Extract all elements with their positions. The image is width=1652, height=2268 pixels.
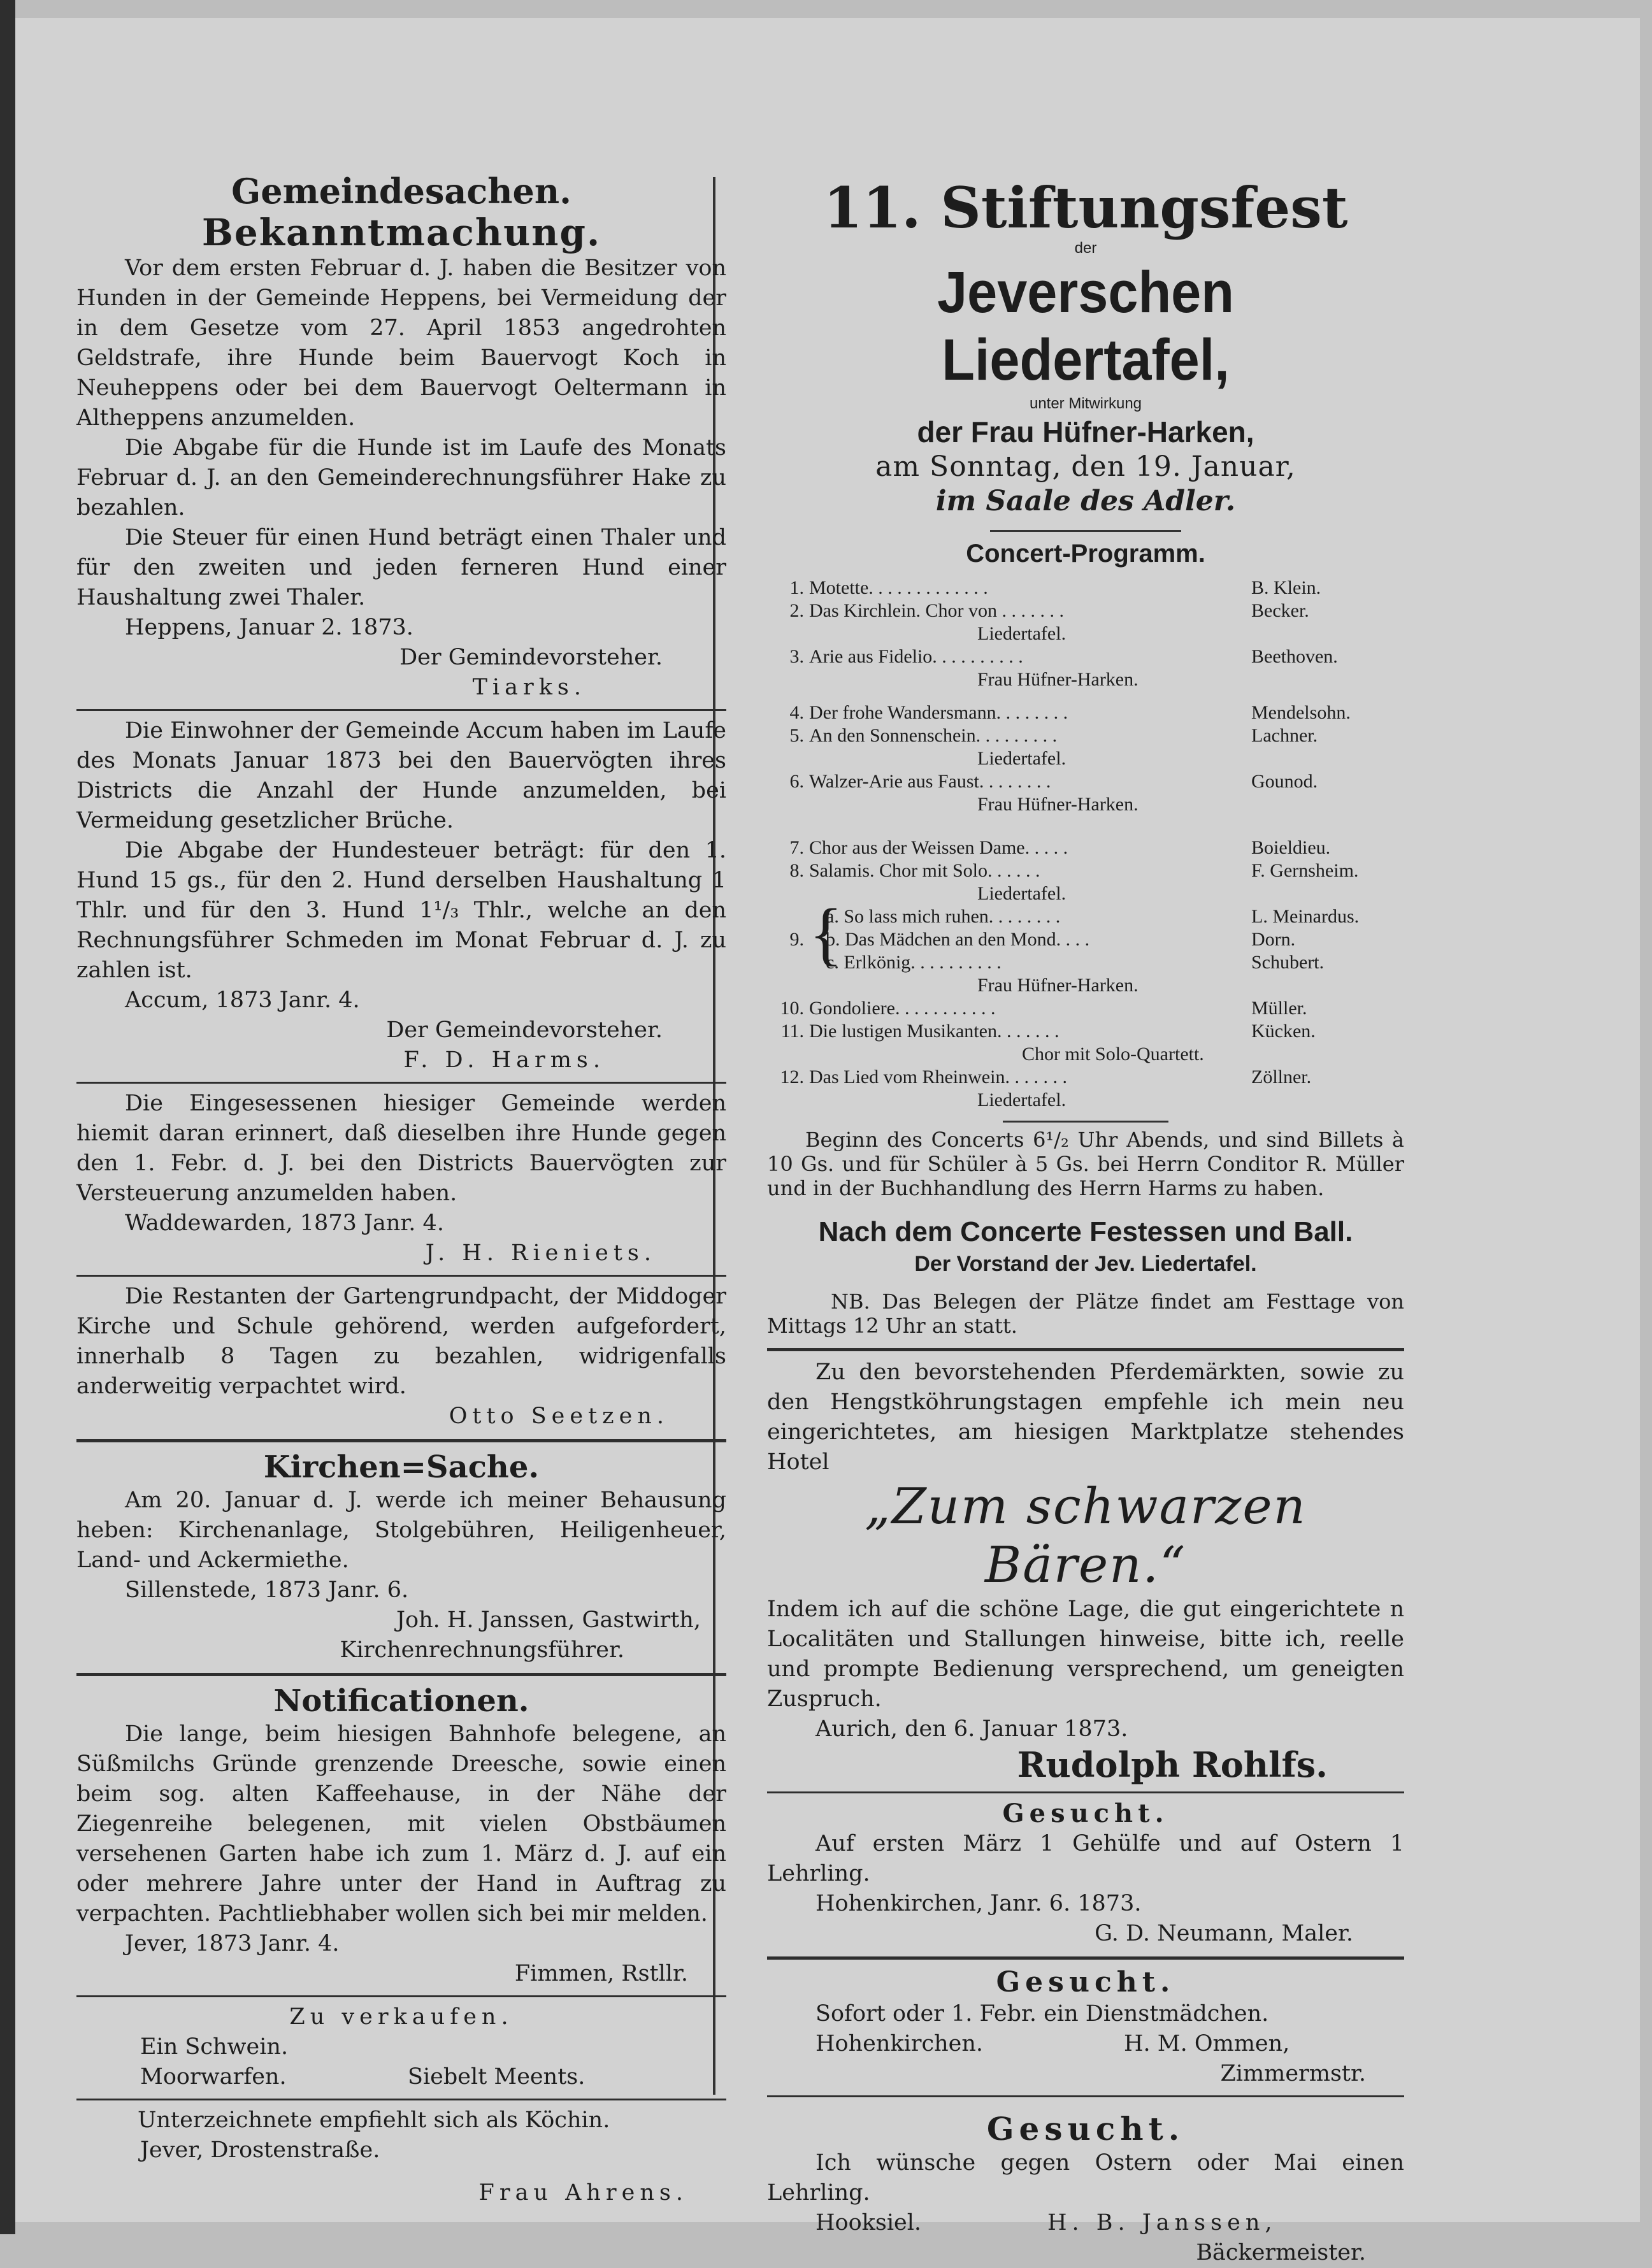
program-item: 11. Die lustigen Musikanten. . . . . . . Kücken.	[780, 1021, 1316, 1042]
ad-schwarzer-baer	[767, 1358, 1404, 1785]
notice-line: Unterzeichnete empfiehlt sich als Köchin.	[138, 2107, 610, 2133]
notice-signature: Otto Seetzen.	[449, 1403, 669, 1429]
ad-title: Jeverschen Liedertafel,	[937, 260, 1234, 392]
divider	[76, 1995, 726, 1997]
notice-paragraph: Die Steuer für einen Hund beträgt einen Thaler und für den zweiten und jeden ferneren Hund einer Haushaltung zwei Thaler.	[76, 525, 726, 610]
program-item: 12. Das Lied vom Rheinwein. . . . . . . Zöllner.	[780, 1066, 1312, 1087]
binding-edge	[0, 0, 15, 2234]
ad-place: Hohenkirchen.	[815, 2031, 984, 2056]
notice-place: Jever, Drostenstraße.	[140, 2137, 380, 2163]
concert-program	[767, 577, 1404, 1112]
ad-heading: Gesucht.	[1002, 1798, 1169, 1828]
ad-signature: Rudolph Rohlfs.	[1017, 1744, 1328, 1785]
divider	[76, 1275, 726, 1277]
ad-signature-title: Bäckermeister.	[1196, 2240, 1366, 2265]
notice-heading: Kirchen=Sache.	[263, 1449, 540, 1485]
divider	[767, 1348, 1404, 1351]
ad-signature: Der Vorstand der Jev. Liedertafel.	[914, 1252, 1257, 1276]
notice-waddewarden	[76, 1089, 726, 1268]
notice-signature: Siebelt Meents.	[408, 2064, 585, 2090]
ad-paragraph: Auf ersten März 1 Gehülfe und auf Ostern 1 Lehrling.	[767, 1831, 1404, 1886]
divider	[767, 1791, 1404, 1793]
program-subitem: a. So lass mich ruhen. . . . . . . . L. Meinardus.	[826, 906, 1360, 927]
notice-heading: Zu verkaufen.	[289, 2004, 514, 2030]
program-item: 10. Gondoliere. . . . . . . . . . . Müller.	[780, 998, 1307, 1019]
ad-gesucht-3	[767, 2110, 1404, 2268]
divider	[1003, 1121, 1168, 1123]
ad-stiftungsfest	[767, 177, 1404, 1338]
program-performer: Liedertafel.	[977, 623, 1067, 644]
ad-gesucht-1	[767, 1798, 1404, 1949]
ad-connector: der	[1074, 240, 1097, 257]
divider	[76, 709, 726, 711]
ad-place-date: Aurich, den 6. Januar 1873.	[815, 1716, 1128, 1742]
notice-gemeindesachen	[76, 171, 726, 703]
notice-line: Ein Schwein.	[140, 2034, 289, 2060]
notice-paragraph: Vor dem ersten Februar d. J. haben die Besitzer von Hunden in der Gemeinde Heppens, bei Vermeidung der in dem Gesetze vom 27. April 1853 angedrohten Geldstrafe, ihre Hunde beim Bauervogt Koch in Neuheppens oder bei dem Bauervogt Oeltermann in Altheppens anzumelden.	[76, 255, 726, 431]
newspaper-page	[15, 18, 1640, 2265]
program-performer: Frau Hüfner-Harken.	[977, 669, 1138, 690]
program-subitem: b. Das Mädchen an den Mond. . . . Dorn.	[826, 929, 1296, 950]
notice-signature: Frau Ahrens.	[478, 2180, 688, 2206]
notice-notificationen	[76, 1683, 726, 1989]
notice-place-date: Waddewarden, 1873 Janr. 4.	[125, 1210, 444, 1236]
notice-line	[76, 2062, 726, 2092]
notice-place-date: Jever, 1873 Janr. 4.	[125, 1931, 340, 1956]
program-performer: Chor mit Solo-Quartett.	[1022, 1044, 1204, 1065]
notice-place-date: Accum, 1873 Janr. 4.	[125, 987, 360, 1013]
program-performer: Liedertafel.	[977, 748, 1067, 769]
program-item: 4. Der frohe Wandersmann. . . . . . . . Mendelsohn.	[789, 702, 1351, 723]
notice-paragraph: Die lange, beim hiesigen Bahnhofe belegene, an Süßmilchs Gründe grenzende Dreesche, sowie einen beim sog. alten Kaffeehause, in der Nähe der Ziegenreihe belegenen, mit vielen Obstbäumen versehenen Garten habe ich zum 1. März d. J. auf ein oder mehrere Jahre unter der Hand in Auftrag zu verpachten. Pachtliebhaber wollen sich bei mir melden.	[76, 1721, 726, 1927]
program-performer: Frau Hüfner-Harken.	[977, 794, 1138, 815]
ad-signature: H. M. Ommen,	[1124, 2031, 1290, 2056]
notice-paragraph: Am 20. Januar d. J. werde ich meiner Behausung heben: Kirchenanlage, Stolgebühren, Heiligenheuer, Land- und Ackermiethe.	[76, 1488, 726, 1573]
ad-headline: Nach dem Concerte Festessen und Ball.	[818, 1216, 1353, 1247]
ad-connector: unter Mitwirkung	[1029, 395, 1142, 412]
brace-icon: {	[809, 894, 843, 972]
program-item: 6. Walzer-Arie aus Faust. . . . . . . . Gounod.	[789, 771, 1318, 792]
ad-paragraph: Indem ich auf die schöne Lage, die gut eingerichtete n Localitäten und Stallungen hinweise, bitte ich, reelle und prompte Bedienung versprechend, um geneigten Zuspruch.	[767, 1597, 1404, 1712]
section-heading: Gemeindesachen.	[231, 171, 571, 212]
program-item-group: 9. { a. So lass mich ruhen. . . . . . . . L. Meinardus. b. Das Mädchen an den Mond. . . . Dorn. c. Erlkönig. . . . . . . . . . Schubert.	[767, 905, 1404, 974]
ad-note: NB. Das Belegen der Plätze findet am Festtage von Mittags 12 Uhr an statt.	[767, 1289, 1404, 1338]
notice-paragraph: Die Abgabe für die Hunde ist im Laufe des Monats Februar d. J. an den Gemeinderechnungsführer Hake zu bezahlen.	[76, 435, 726, 520]
divider	[76, 1082, 726, 1084]
divider	[76, 1673, 726, 1676]
notice-heading: Bekanntmachung.	[201, 211, 601, 254]
ad-signature: G. D. Neumann, Maler.	[1095, 1921, 1353, 1946]
ad-line	[767, 2029, 1404, 2059]
right-column	[767, 177, 1404, 2268]
notice-place-date: Sillenstede, 1873 Janr. 6.	[125, 1577, 409, 1603]
notice-signature-title: Kirchenrechnungsführer.	[340, 1637, 624, 1663]
notice-heading: Notificationen.	[273, 1683, 529, 1719]
ad-heading: Gesucht.	[996, 1966, 1175, 1999]
program-item: 5. An den Sonnenschein. . . . . . . . . Lachner.	[789, 725, 1318, 746]
program-subitem: c. Erlkönig. . . . . . . . . . Schubert.	[826, 952, 1325, 973]
notice-paragraph: Die Restanten der Gartengrundpacht, der Middoger Kirche und Schule gehörend, werden aufgefordert, innerhalb 8 Tagen zu bezahlen, widrigenfalls anderweitig verpachtet wird.	[76, 1284, 726, 1399]
ad-venue: im Saale des Adler.	[935, 485, 1236, 517]
notice-middog	[76, 1282, 726, 1432]
divider	[767, 1956, 1404, 1960]
ad-paragraph: Ich wünsche gegen Ostern oder Mai einen Lehrling.	[767, 2150, 1404, 2206]
divider	[76, 2099, 726, 2100]
ad-paragraph: Sofort oder 1. Febr. ein Dienstmädchen.	[815, 2001, 1269, 2027]
program-item: 3. Arie aus Fidelio. . . . . . . . . . Beethoven.	[789, 646, 1338, 667]
ad-place-date: Hohenkirchen, Janr. 6. 1873.	[815, 1891, 1142, 1916]
ad-line	[767, 2208, 1404, 2238]
notice-place: Moorwarfen.	[140, 2064, 287, 2090]
ad-paragraph: Zu den bevorstehenden Pferdemärkten, sowie zu den Hengstköhrungstagen empfehle ich mein neu eingerichtetes, am hiesigen Marktplatze stehendes Hotel	[767, 1360, 1404, 1475]
ad-signature-title: Zimmermstr.	[1220, 2061, 1366, 2086]
ad-signature: H. B. Janssen,	[1047, 2210, 1277, 2236]
notice-signature: J. H. Rieniets.	[425, 1240, 656, 1266]
program-item: 1. Motette. . . . . . . . . . . . . B. Klein.	[789, 577, 1321, 598]
left-column	[76, 171, 726, 2208]
program-performer: Liedertafel.	[977, 883, 1067, 904]
notice-koechin	[76, 2106, 726, 2208]
notice-paragraph: Die Abgabe der Hundesteuer beträgt: für den 1. Hund 15 gs., für den 2. Hund derselben Haushaltung 1 Thlr. und für den 3. Hund 1¹/₃ Thlr., welche an den Rechnungsführer Schmeden im Monat Februar d. J. zu zahlen ist.	[76, 838, 726, 983]
notice-signature: Fimmen, Rstllr.	[514, 1961, 688, 1986]
program-performer: Frau Hüfner-Harken.	[977, 975, 1138, 996]
program-item: 7. Chor aus der Weissen Dame. . . . . Boieldieu.	[789, 837, 1331, 858]
divider	[767, 2095, 1404, 2097]
program-item: 2. Das Kirchlein. Chor von . . . . . . . Becker.	[789, 600, 1309, 621]
notice-signature-title: Der Gemeindevorsteher.	[386, 1017, 663, 1043]
ad-gesucht-2	[767, 1966, 1404, 2089]
notice-paragraph: Die Einwohner der Gemeinde Accum haben im Laufe des Monats Januar 1873 bei den Bauervögten ihres Districts die Anzahl der Hunde anzumelden, bei Vermeidung gesetzlicher Brüche.	[76, 718, 726, 833]
notice-signature: F. D. Harms.	[403, 1047, 605, 1073]
notice-zu-verkaufen	[76, 2002, 726, 2092]
ad-date: am Sonntag, den 19. Januar,	[875, 450, 1296, 483]
notice-signature: Joh. H. Janssen, Gastwirth,	[396, 1607, 701, 1633]
ad-heading: Gesucht.	[986, 2110, 1185, 2148]
program-performer: Liedertafel.	[977, 1089, 1067, 1110]
ad-place: Hooksiel.	[815, 2210, 922, 2236]
ad-headline: 11. Stiftungsfest	[823, 175, 1348, 241]
hotel-name: „Zum schwarzen Bären.“	[865, 1478, 1307, 1594]
notice-accum	[76, 716, 726, 1075]
notice-signature: Tiarks.	[472, 675, 586, 700]
ad-paragraph: Beginn des Concerts 6¹/₂ Uhr Abends, und sind Billets à 10 Gs. und für Schüler à 5 Gs. bei Herrn Conditor R. Müller und in der Buchhandlung des Herrn Harms zu haben.	[767, 1128, 1404, 1200]
notice-paragraph: Die Eingesessenen hiesiger Gemeinde werden hiemit daran erinnert, daß dieselben ihre Hunde gegen den 1. Febr. d. J. bei den Districts Bauervögten zur Versteuerung anzumelden haben.	[76, 1091, 726, 1206]
ad-performer: der Frau Hüfner-Harken,	[917, 415, 1254, 449]
program-title: Concert-Programm.	[966, 540, 1205, 568]
notice-signature-title: Der Gemindevorsteher.	[399, 645, 663, 670]
notice-kirchensache	[76, 1449, 726, 1665]
program-item: 8. Salamis. Chor mit Solo. . . . . . F. Gernsheim.	[789, 860, 1359, 881]
divider	[990, 530, 1181, 532]
divider	[76, 1439, 726, 1442]
notice-place-date: Heppens, Januar 2. 1873.	[125, 615, 413, 640]
